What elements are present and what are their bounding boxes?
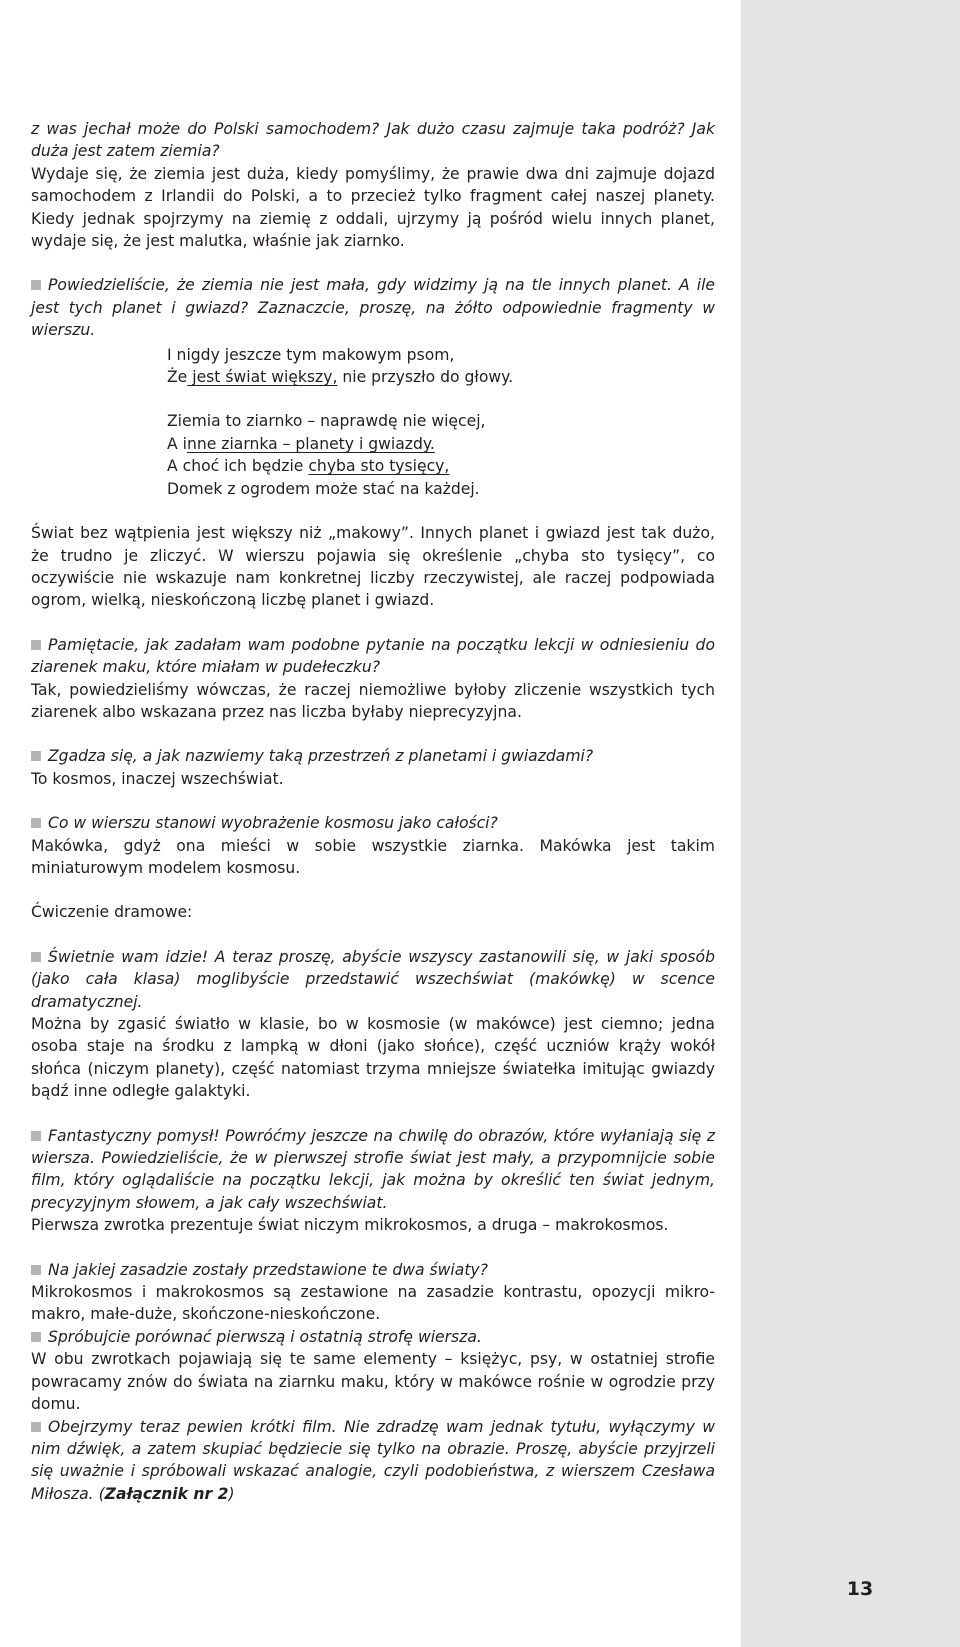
page-sidebar (741, 0, 960, 1647)
attachment-reference: Załącznik nr 2 (104, 1484, 229, 1503)
poem-line: Domek z ogrodem może stać na każdej. (167, 479, 480, 498)
question-6: Fantastyczny pomysł! Powróćmy jeszcze na chwilę do obrazów, które wyłaniają się z wiersza. Powiedzieliście, że w pierwszej strofie świat jest mały, a przypomnijcie sobie film, który oglądaliście na początku lekcji, jak można by określić ten świat jednym, precyzyjnym słowem, a jak cały wszechświat. (31, 1126, 715, 1212)
question-5: Świetnie wam idzie! A teraz proszę, abyście wszyscy zastanowili się, w jaki sposób (jako cała klasa) moglibyście przedstawić wszechświat (makówkę) w scence dramatycznej. (31, 947, 715, 1011)
question-3: Zgadza się, a jak nazwiemy taką przestrzeń z planetami i gwiazdami? (31, 745, 715, 767)
poem-excerpt (167, 344, 715, 500)
answer-7: Mikrokosmos i makrokosmos są zestawione na zasadzie kontrastu, opozycji mikro-makro, małe-duże, skończone-nieskończone. (31, 1283, 715, 1324)
question-2: Pamiętacie, jak zadałam wam podobne pytanie na początku lekcji w odniesieniu do ziarenek maku, które miałam w pudełeczku? (31, 635, 715, 677)
bullet-square-icon (31, 1332, 41, 1342)
answer-2: Tak, powiedzieliśmy wówczas, że raczej niemożliwe byłoby zliczenie wszystkich tych ziarenek albo wskazana przez nas liczba byłaby nieprecyzyjna. (31, 680, 715, 721)
poem-line: Że jest świat większy, nie przyszło do głowy. (167, 368, 514, 387)
answer-6: Pierwsza zwrotka prezentuje świat niczym mikrokosmos, a druga – makrokosmos. (31, 1216, 669, 1235)
answer-5: Można by zgasić światło w klasie, bo w kosmosie (w makówce) jest ciemno; jedna osoba staje na środku z lampką w dłoni (jako słońce), część uczniów krąży wokół słońca (niczym planety), część natomiast trzyma mniejsze światełka imitując gwiazdy bądź inne odległe galaktyki. (31, 1015, 715, 1101)
poem-line: A inne ziarnka – planety i gwiazdy. (167, 434, 435, 453)
bullet-square-icon (31, 1422, 41, 1432)
highlighted-fragment: jest świat większy, (187, 368, 338, 387)
exercise-heading: Ćwiczenie dramowe: (31, 903, 193, 922)
intro-question: z was jechał może do Polski samochodem? Jak dużo czasu zajmuje taka podróż? Jak duża jest zatem ziemia? (31, 120, 715, 161)
poem-line: A choć ich będzie chyba sto tysięcy, (167, 457, 450, 476)
bullet-square-icon (31, 751, 41, 761)
poem-line: Ziemia to ziarnko – naprawdę nie więcej, (167, 412, 486, 431)
answer-4: Makówka, gdyż ona mieści w sobie wszystkie ziarnka. Makówka jest takim miniaturowym modelem kosmosu. (31, 836, 715, 877)
highlighted-fragment: nne ziarnka – planety i gwiazdy. (186, 434, 435, 453)
question-9: Obejrzymy teraz pewien krótki film. Nie zdradzę wam jednak tytułu, wyłączymy w nim dźwięk, a zatem skupiać będziecie się tylko na obrazie. Proszę, abyście przyjrzeli się uważnie i spróbowali wskazać analogie, czyli podobieństwa, z wierszem Czesława Miłosza. (Załącznik nr 2) (31, 1417, 715, 1503)
poem-line: I nigdy jeszcze tym makowym psom, (167, 345, 455, 364)
bullet-square-icon (31, 1265, 41, 1275)
bullet-square-icon (31, 952, 41, 962)
highlighted-fragment: chyba sto tysięcy, (308, 457, 450, 476)
poem-stanza-2 (167, 410, 715, 500)
bullet-square-icon (31, 640, 41, 650)
answer-3: To kosmos, inaczej wszechświat. (31, 769, 284, 788)
poem-stanza-1 (167, 344, 715, 389)
question-1: Powiedzieliście, że ziemia nie jest mała, gdy widzimy ją na tle innych planet. A ile jest tych planet i gwiazd? Zaznaczcie, proszę, na żółto odpowiednie fragmenty w wierszu. (31, 276, 715, 340)
intro-answer: Wydaje się, że ziemia jest duża, kiedy pomyślimy, że prawie dwa dni zajmuje dojazd samochodem z Irlandii do Polski, a to przecież tylko fragment całej naszej planety. Kiedy jednak spojrzymy na ziemię z oddali, ujrzymy ją pośród wielu innych planet, wydaje się, że jest malutka, właśnie jak ziarnko. (31, 164, 715, 251)
page-content (31, 118, 715, 1505)
answer-1: Świat bez wątpienia jest większy niż „makowy”. Innych planet i gwiazd jest tak dużo, że trudno je zliczyć. W wierszu pojawia się określenie „chyba sto tysięcy”, co oczywiście nie wskazuje nam konkretnej liczby rzeczywistej, ale raczej podpowiada ogrom, wielką, nieskończoną liczbę planet i gwiazd. (31, 524, 715, 610)
question-4: Co w wierszu stanowi wyobrażenie kosmosu jako całości? (31, 812, 715, 834)
bullet-square-icon (31, 818, 41, 828)
question-8: Spróbujcie porównać pierwszą i ostatnią strofę wiersza. (31, 1326, 715, 1348)
question-7: Na jakiej zasadzie zostały przedstawione te dwa światy? (31, 1259, 715, 1281)
bullet-square-icon (31, 1131, 41, 1141)
answer-8: W obu zwrotkach pojawiają się te same elementy – księżyc, psy, w ostatniej strofie powracamy znów do świata na ziarnku maku, który w makówce rośnie w ogrodzie przy domu. (31, 1350, 715, 1414)
page-number: 13 (846, 1578, 874, 1600)
bullet-square-icon (31, 280, 41, 290)
